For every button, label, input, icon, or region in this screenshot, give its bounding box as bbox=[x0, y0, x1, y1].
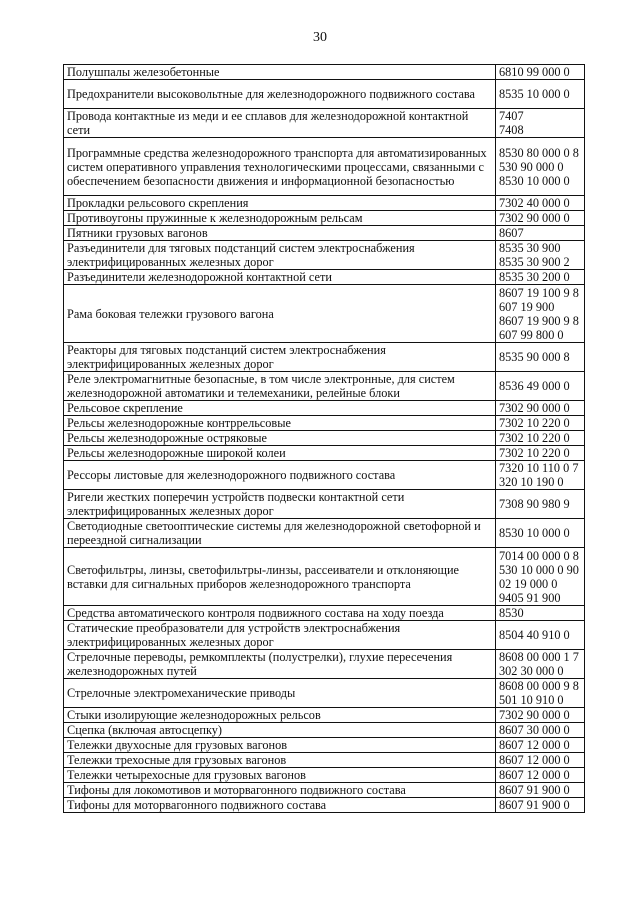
table-row bbox=[64, 343, 585, 372]
product-name-cell: Светофильтры, линзы, светофильтры-линзы, рассеиватели и отклоняющие вставки для сигнальных приборов железнодорожного транспорта bbox=[64, 548, 496, 606]
product-name-cell: Стрелочные переводы, ремкомплекты (полустрелки), глухие пересечения железнодорожных путей bbox=[64, 650, 496, 679]
product-name-cell: Рельсы железнодорожные остряковые bbox=[64, 431, 496, 446]
table-row bbox=[64, 401, 585, 416]
product-name-cell: Статические преобразователи для устройств электроснабжения электрифицированных железных дорог bbox=[64, 621, 496, 650]
tn-ved-code-cell: 8608 00 000 9 8501 10 910 0 bbox=[496, 679, 585, 708]
product-name-cell: Ригели жестких поперечин устройств подвески контактной сети электрифицированных железных дорог bbox=[64, 490, 496, 519]
tn-ved-code-cell: 8536 49 000 0 bbox=[496, 372, 585, 401]
product-name-cell: Разъединители для тяговых подстанций систем электроснабжения электрифицированных железных дорог bbox=[64, 241, 496, 270]
table-row bbox=[64, 416, 585, 431]
product-name-cell: Реле электромагнитные безопасные, в том числе электронные, для систем железнодорожной автоматики и телемеханики, релейные блоки bbox=[64, 372, 496, 401]
table-row bbox=[64, 621, 585, 650]
table-row bbox=[64, 65, 585, 80]
tn-ved-code-cell: 8530 bbox=[496, 606, 585, 621]
tn-ved-code-cell: 8607 12 000 0 bbox=[496, 753, 585, 768]
table-row bbox=[64, 241, 585, 270]
table-row bbox=[64, 109, 585, 138]
table-row bbox=[64, 285, 585, 343]
table-row bbox=[64, 753, 585, 768]
tn-ved-code-cell: 8607 19 100 9 8607 19 900 8607 19 900 9 8607 99 800 0 bbox=[496, 285, 585, 343]
tn-ved-code-cell: 7302 90 000 0 bbox=[496, 401, 585, 416]
product-name-cell: Тифоны для моторвагонного подвижного состава bbox=[64, 798, 496, 813]
table-row bbox=[64, 211, 585, 226]
table-row bbox=[64, 519, 585, 548]
tn-ved-code-cell: 7308 90 980 9 bbox=[496, 490, 585, 519]
product-name-cell: Рельсы железнодорожные контррельсовые bbox=[64, 416, 496, 431]
product-name-cell: Разъединители железнодорожной контактной сети bbox=[64, 270, 496, 285]
product-name-cell: Реакторы для тяговых подстанций систем электроснабжения электрифицированных железных дорог bbox=[64, 343, 496, 372]
table-row bbox=[64, 490, 585, 519]
tn-ved-code-cell: 7302 40 000 0 bbox=[496, 196, 585, 211]
product-name-cell: Рама боковая тележки грузового вагона bbox=[64, 285, 496, 343]
tn-ved-code-cell: 8530 10 000 0 bbox=[496, 519, 585, 548]
product-name-cell: Прокладки рельсового скрепления bbox=[64, 196, 496, 211]
table-row bbox=[64, 431, 585, 446]
table-row bbox=[64, 196, 585, 211]
product-name-cell: Светодиодные светооптические системы для железнодорожной светофорной и переездной сигнализации bbox=[64, 519, 496, 548]
tn-ved-code-cell: 8530 80 000 0 8530 90 000 0 8530 10 000 0 bbox=[496, 138, 585, 196]
table-row bbox=[64, 446, 585, 461]
tn-ved-code-cell: 7302 90 000 0 bbox=[496, 708, 585, 723]
product-name-cell: Тележки четырехосные для грузовых вагонов bbox=[64, 768, 496, 783]
table-row bbox=[64, 270, 585, 285]
tn-ved-code-cell: 8607 91 900 0 bbox=[496, 783, 585, 798]
table-row bbox=[64, 138, 585, 196]
tn-ved-code-cell: 7320 10 110 0 7320 10 190 0 bbox=[496, 461, 585, 490]
product-name-cell: Пятники грузовых вагонов bbox=[64, 226, 496, 241]
product-name-cell: Сцепка (включая автосцепку) bbox=[64, 723, 496, 738]
product-name-cell: Программные средства железнодорожного транспорта для автоматизированных систем оперативного управления технологическими процессами, связанными с обеспечением безопасности движения и информационной безопасностью bbox=[64, 138, 496, 196]
product-name-cell: Тележки двухосные для грузовых вагонов bbox=[64, 738, 496, 753]
table-body bbox=[64, 65, 585, 813]
table-row bbox=[64, 606, 585, 621]
page-number: 30 bbox=[313, 30, 327, 45]
tn-ved-code-cell: 8607 12 000 0 bbox=[496, 768, 585, 783]
tn-ved-code-cell: 7302 90 000 0 bbox=[496, 211, 585, 226]
table-row bbox=[64, 723, 585, 738]
tn-ved-code-cell: 8607 12 000 0 bbox=[496, 738, 585, 753]
table-row bbox=[64, 783, 585, 798]
tn-ved-code-cell: 8504 40 910 0 bbox=[496, 621, 585, 650]
table-row bbox=[64, 461, 585, 490]
product-name-cell: Предохранители высоковольтные для железнодорожного подвижного состава bbox=[64, 80, 496, 109]
tn-ved-code-cell: 7302 10 220 0 bbox=[496, 446, 585, 461]
tn-ved-code-cell: 6810 99 000 0 bbox=[496, 65, 585, 80]
tn-ved-code-cell: 8608 00 000 1 7302 30 000 0 bbox=[496, 650, 585, 679]
tn-ved-code-cell: 8535 90 000 8 bbox=[496, 343, 585, 372]
table-row bbox=[64, 798, 585, 813]
goods-code-table bbox=[63, 64, 585, 813]
tn-ved-code-cell: 7014 00 000 0 8530 10 000 0 9002 19 000 0 9405 91 900 bbox=[496, 548, 585, 606]
tn-ved-code-cell: 8535 10 000 0 bbox=[496, 80, 585, 109]
tn-ved-code-cell: 7302 10 220 0 bbox=[496, 431, 585, 446]
product-name-cell: Провода контактные из меди и ее сплавов для железнодорожной контактной сети bbox=[64, 109, 496, 138]
product-name-cell: Полушпалы железобетонные bbox=[64, 65, 496, 80]
table-row bbox=[64, 708, 585, 723]
table-row bbox=[64, 738, 585, 753]
tn-ved-code-cell: 8607 bbox=[496, 226, 585, 241]
product-name-cell: Стыки изолирующие железнодорожных рельсов bbox=[64, 708, 496, 723]
table-row bbox=[64, 679, 585, 708]
tn-ved-code-cell: 8607 91 900 0 bbox=[496, 798, 585, 813]
product-name-cell: Тифоны для локомотивов и моторвагонного подвижного состава bbox=[64, 783, 496, 798]
product-name-cell: Рельсы железнодорожные широкой колеи bbox=[64, 446, 496, 461]
table-row bbox=[64, 768, 585, 783]
product-name-cell: Тележки трехосные для грузовых вагонов bbox=[64, 753, 496, 768]
table-row bbox=[64, 548, 585, 606]
tn-ved-code-cell: 7302 10 220 0 bbox=[496, 416, 585, 431]
product-name-cell: Стрелочные электромеханические приводы bbox=[64, 679, 496, 708]
table-row bbox=[64, 80, 585, 109]
tn-ved-code-cell: 7407 7408 bbox=[496, 109, 585, 138]
product-name-cell: Рессоры листовые для железнодорожного подвижного состава bbox=[64, 461, 496, 490]
table-row bbox=[64, 650, 585, 679]
tn-ved-code-cell: 8535 30 900 8535 30 900 2 bbox=[496, 241, 585, 270]
product-name-cell: Рельсовое скрепление bbox=[64, 401, 496, 416]
product-name-cell: Средства автоматического контроля подвижного состава на ходу поезда bbox=[64, 606, 496, 621]
tn-ved-code-cell: 8535 30 200 0 bbox=[496, 270, 585, 285]
tn-ved-code-cell: 8607 30 000 0 bbox=[496, 723, 585, 738]
table-row bbox=[64, 372, 585, 401]
table-row bbox=[64, 226, 585, 241]
product-name-cell: Противоугоны пружинные к железнодорожным рельсам bbox=[64, 211, 496, 226]
